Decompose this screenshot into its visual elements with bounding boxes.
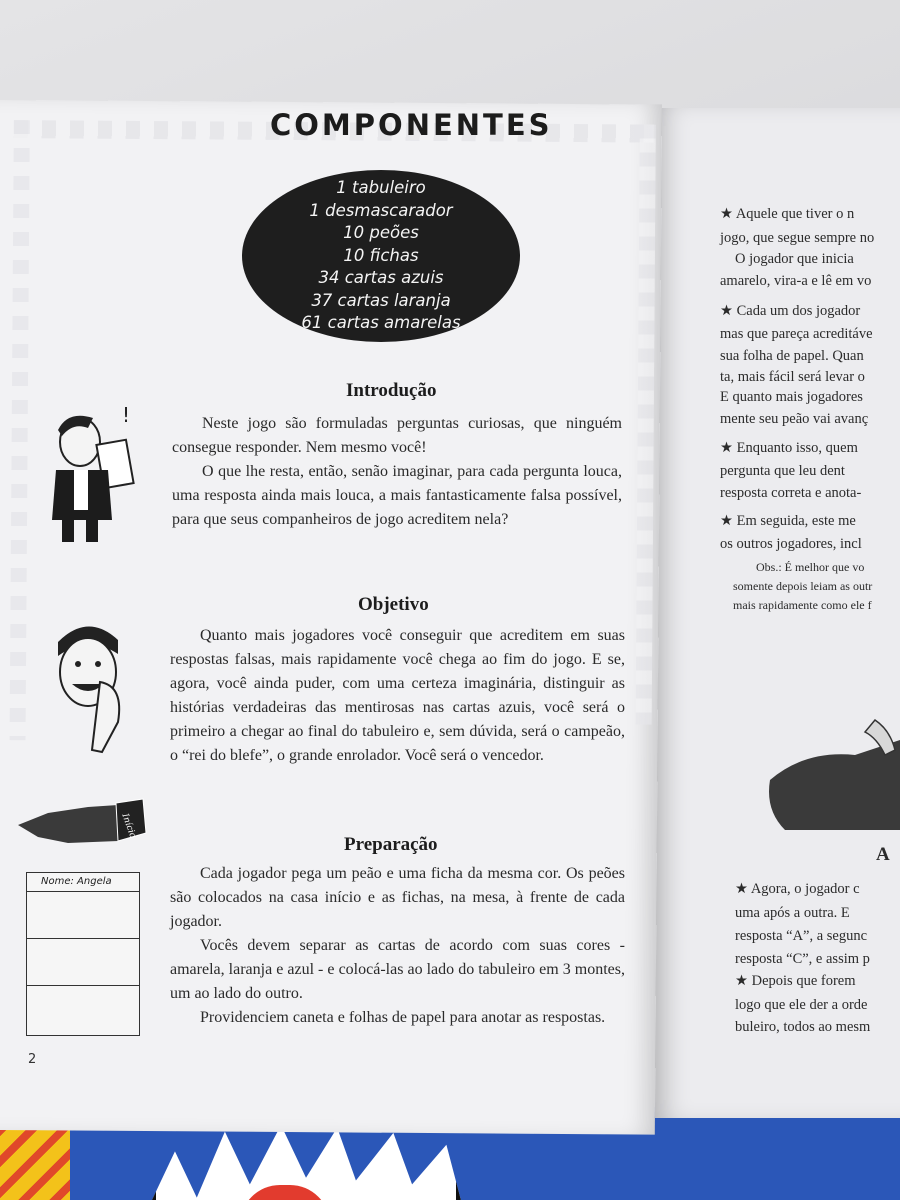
right-line: mas que pareça acreditáve	[720, 326, 873, 342]
right-line: ★ Agora, o jogador c	[735, 881, 860, 897]
paragraph: O que lhe resta, então, senão imaginar, para cada pergunta louca, uma resposta ainda mais louca, a mais fantasticamente falsa possível, para que seus companheiros de jogo acreditem nela?	[172, 463, 622, 528]
paragraph: Providenciem caneta e folhas de papel para anotar as respostas.	[200, 1009, 606, 1026]
components-oval	[242, 170, 520, 342]
component-item: 1 tabuleiro	[336, 178, 426, 198]
component-item: 1 desmascarador	[309, 200, 453, 220]
right-line: O jogador que inicia	[735, 251, 854, 267]
answer-sheet-row	[27, 939, 139, 986]
page-border-pattern	[636, 124, 656, 724]
right-line: resposta “A”, a segunc	[735, 928, 868, 944]
page-title: COMPONENTES	[270, 108, 553, 142]
smiling-man-illustration	[48, 612, 128, 762]
hand-sign-text: Início	[119, 812, 138, 840]
answer-sheet-row	[27, 892, 139, 939]
right-line: ★ Depois que forem	[735, 973, 856, 989]
paragraph: Quanto mais jogadores você conseguir que acreditem em suas respostas falsas, mais rapidamente você chega ao fim do jogo. E se, agora, você ainda puder, com uma certeza imaginária, distinguir as histórias verdadeiras das mentirosas nas cartas azuis, você será o primeiro a chegar ao final do tabuleiro e, sem dúvida, será o campeão, o “rei do blefe”, o grande enrolador. Você será o vencedor.	[170, 627, 625, 764]
right-heading: A	[876, 844, 890, 865]
page-border-pattern	[10, 120, 30, 740]
right-line: resposta “C”, e assim p	[735, 951, 870, 967]
right-line: ★ Em seguida, este me	[720, 513, 856, 529]
component-item: 61 cartas amarelas	[301, 313, 461, 333]
page-number: 2	[28, 1052, 37, 1067]
component-item: 10 fichas	[343, 245, 419, 265]
section-body-introducao	[172, 412, 622, 532]
component-item: 10 peões	[343, 223, 419, 243]
section-heading-objetivo: Objetivo	[358, 594, 429, 615]
answer-sheet-label: Nome: Angela	[27, 873, 139, 892]
right-line: somente depois leiam as outr	[733, 579, 873, 593]
right-line: Obs.: É melhor que vo	[756, 560, 865, 574]
right-line: ★ Cada um dos jogador	[720, 303, 861, 319]
section-heading-introducao: Introdução	[346, 380, 437, 401]
paragraph: Cada jogador pega um peão e uma ficha da mesma cor. Os peões são colocados na casa início e as fichas, na mesa, à frente de cada jogador.	[170, 865, 625, 930]
right-line: mais rapidamente como ele f	[733, 598, 872, 612]
component-item: 34 cartas azuis	[318, 268, 444, 288]
right-line: sua folha de papel. Quan	[720, 348, 864, 364]
section-body-objetivo	[170, 624, 625, 768]
right-line: uma após a outra. E	[735, 905, 850, 921]
man-reading-illustration	[38, 400, 148, 550]
right-line: amarelo, vira-a e lê em vo	[720, 273, 872, 289]
right-line: mente seu peão vai avanç	[720, 411, 869, 427]
component-item: 37 cartas laranja	[311, 290, 451, 310]
right-line: E quanto mais jogadores	[720, 389, 863, 405]
right-line: ★ Enquanto isso, quem	[720, 440, 858, 456]
right-line: ★ Aquele que tiver o n	[720, 206, 855, 222]
svg-text:!: !	[122, 403, 131, 427]
right-line: os outros jogadores, incl	[720, 536, 862, 552]
answer-sheet-illustration	[26, 872, 140, 1036]
answer-sheet-row	[27, 986, 139, 1032]
right-line: resposta correta e anota-	[720, 485, 862, 501]
paragraph: Neste jogo são formuladas perguntas curiosas, que ninguém consegue responder. Nem mesmo você!	[172, 415, 622, 456]
right-line: buleiro, todos ao mesm	[735, 1019, 871, 1035]
right-line: pergunta que leu dent	[720, 463, 845, 479]
sleeve-illustration	[765, 710, 900, 830]
section-body-preparacao	[170, 862, 625, 1030]
paragraph: Vocês devem separar as cartas de acordo com suas cores - amarela, laranja e azul - e colocá-las ao lado do tabuleiro em 3 montes, um ao lado do outro.	[170, 937, 625, 1002]
right-line: jogo, que segue sempre no	[720, 230, 875, 246]
right-line: logo que ele der a orde	[735, 997, 868, 1013]
section-heading-preparacao: Preparação	[344, 834, 438, 855]
pointing-hand-illustration	[18, 795, 153, 845]
right-line: ta, mais fácil será levar o	[720, 369, 865, 385]
